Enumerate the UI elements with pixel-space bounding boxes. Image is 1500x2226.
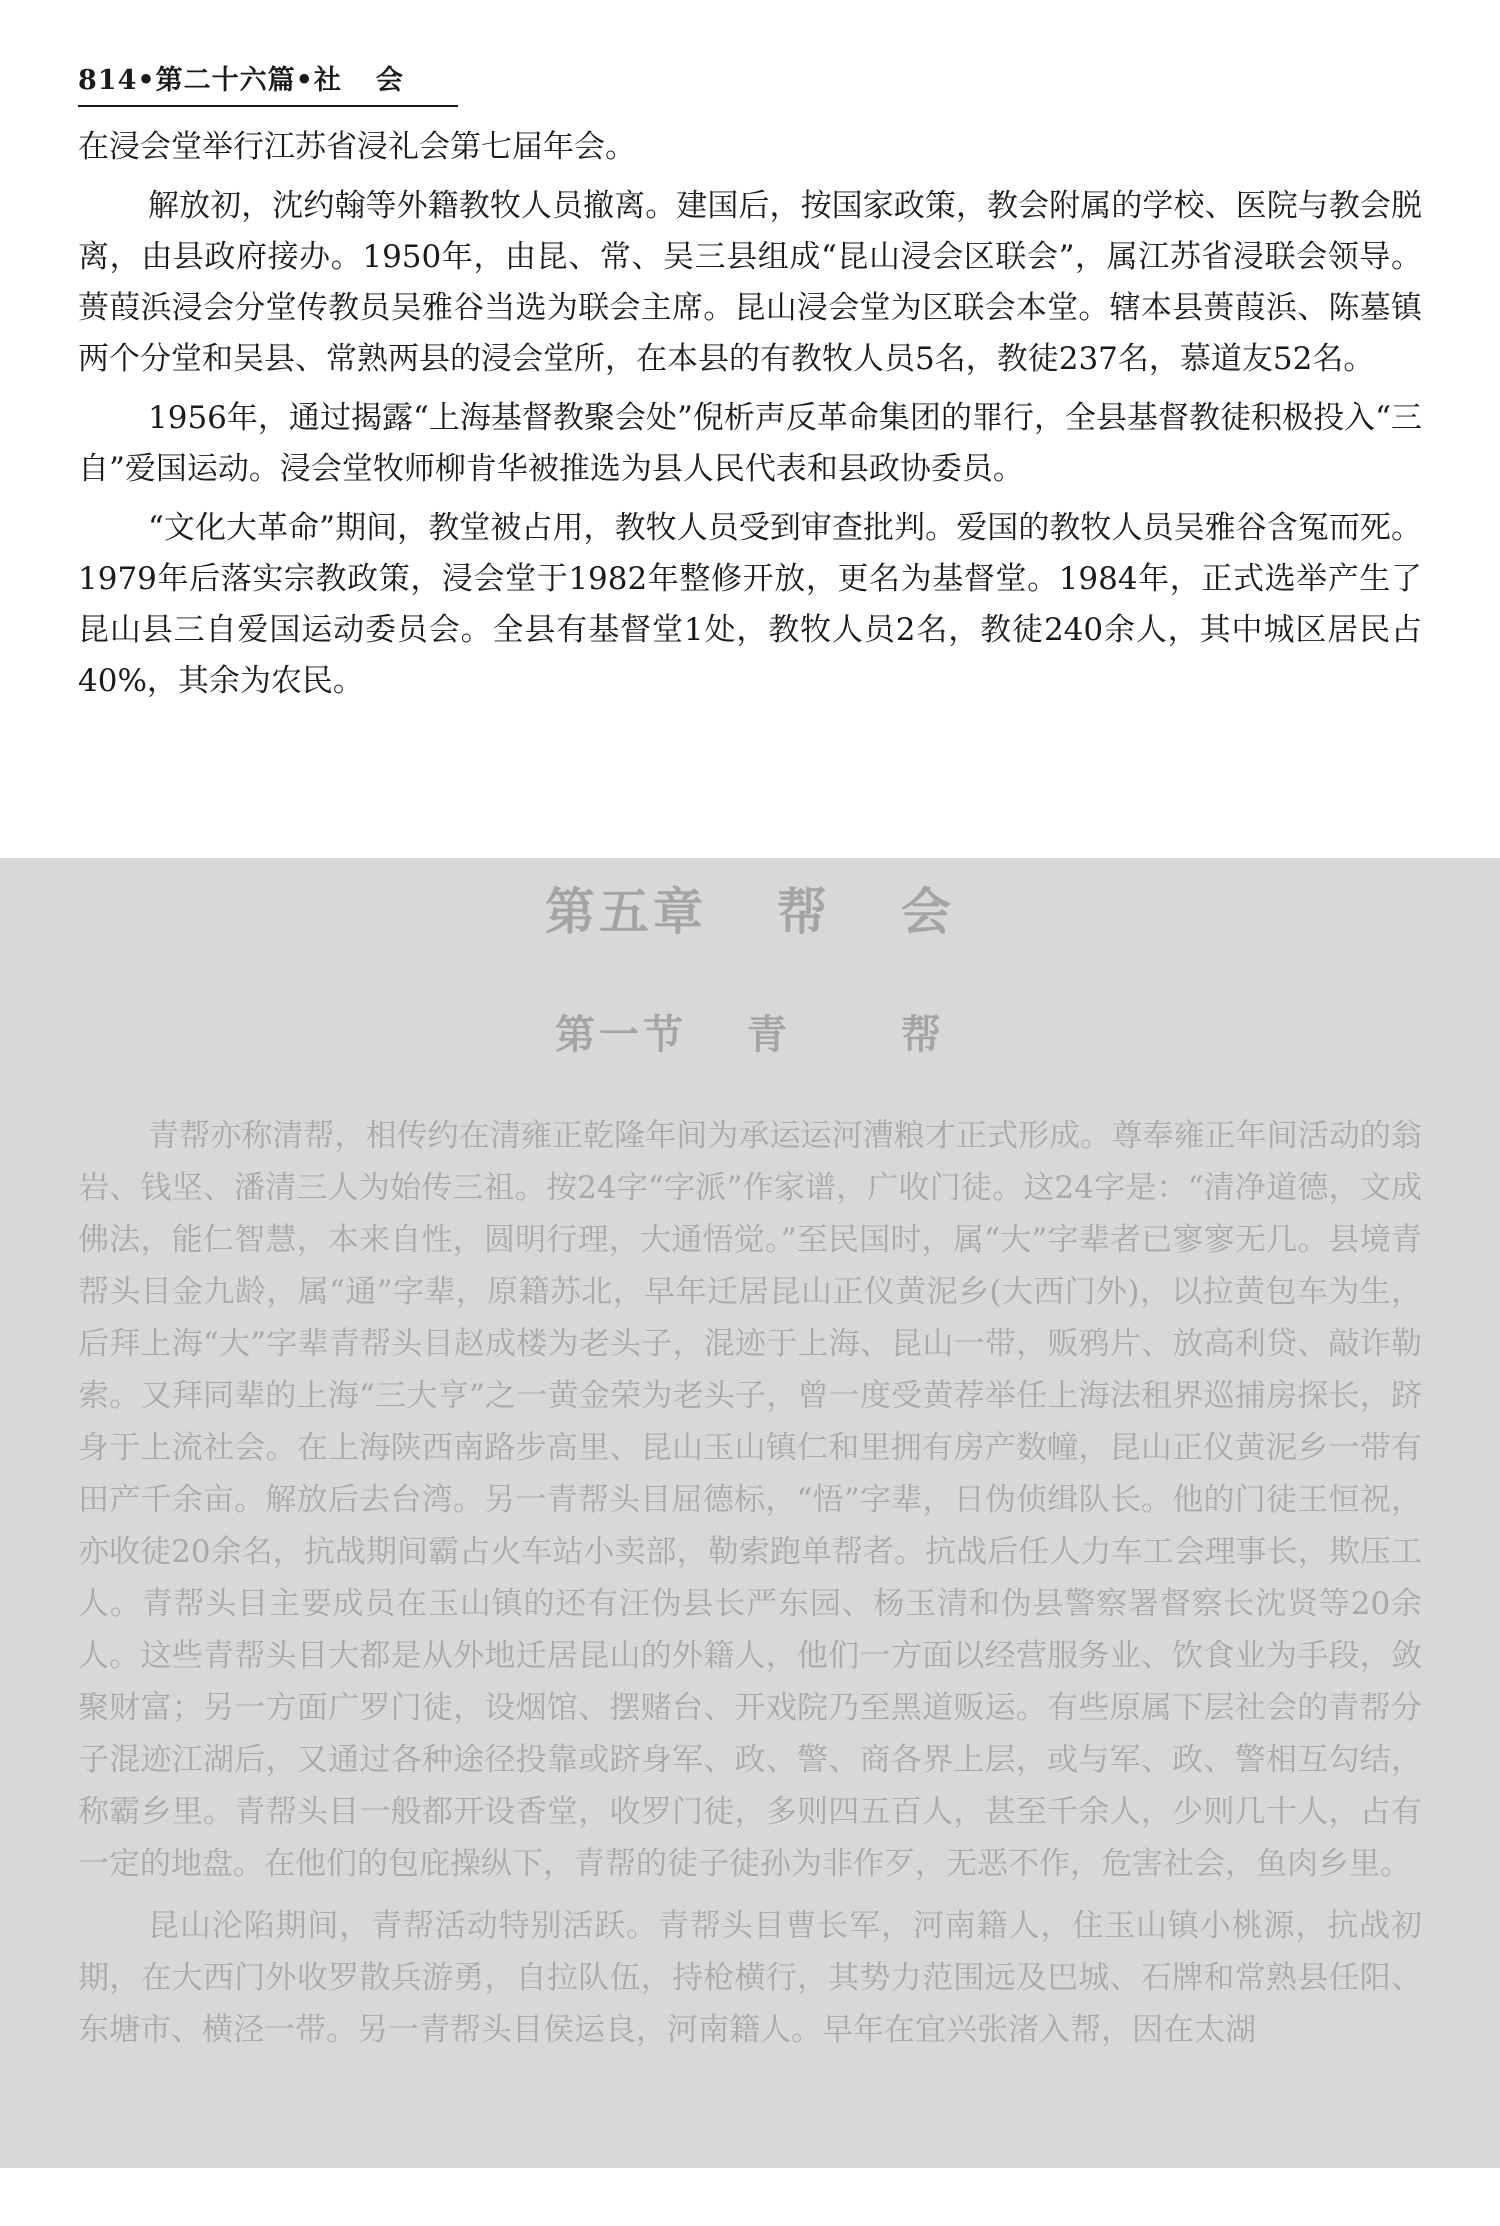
section-number: 第一节 <box>555 1012 687 1058</box>
paragraph: 解放初，沈约翰等外籍教牧人员撤离。建国后，按国家政策，教会附属的学校、医院与教会脱离，由县政府接办。1950年，由昆、常、吴三县组成“昆山浸会区联会”，属江苏省浸联会领导。蒉葭浜浸会分堂传教员吴雅谷当选为联会主席。昆山浸会堂为区联会本堂。辖本县蒉葭浜、陈墓镇两个分堂和吴县、常熟两县的浸会堂所，在本县的有教牧人员5名，教徒237名，慕道友52名。 <box>78 188 1422 377</box>
chapter-title-char-1: 帮 <box>777 883 831 941</box>
section-title-char-1: 青 <box>747 1012 791 1058</box>
paragraph: “文化大革命”期间，教堂被占用，教牧人员受到审查批判。爱国的教牧人员吴雅谷含冤而死。1979年后落实宗教政策，浸会堂于1982年整修开放，更名为基督堂。1984年，正式选举产生了昆山县三自爱国运动委员会。全县有基督堂1处，教牧人员2名，教徒240余人，其中城区居民占40%，其余为农民。 <box>78 510 1422 699</box>
top-text-block <box>78 122 1422 715</box>
part-label: 第二十六篇 <box>155 65 296 96</box>
paragraph: 1956年，通过揭露“上海基督教聚会处”倪析声反革命集团的罪行，全县基督教徒积极投入“三自”爱国运动。浸会堂牧师柳肯华被推选为县人民代表和县政协委员。 <box>78 400 1422 487</box>
page-number: 814 <box>78 65 138 96</box>
topic-label-2: 会 <box>375 65 404 96</box>
chapter-title-char-2: 会 <box>901 883 955 941</box>
paragraph: 在浸会堂举行江苏省浸礼会第七届年会。 <box>78 129 636 165</box>
paragraph: 昆山沦陷期间，青帮活动特别活跃。青帮头目曹长军，河南籍人，住玉山镇小桃源，抗战初期，在大西门外收罗散兵游勇，自拉队伍，持枪横行，其势力范围远及巴城、石牌和常熟县任阳、东塘市、横泾一带。另一青帮头目侯运良，河南籍人。早年在宜兴张渚入帮，因在太湖 <box>78 1908 1422 2048</box>
section-title <box>0 1003 1500 1060</box>
chapter-title <box>0 872 1500 944</box>
section-body <box>78 1110 1422 2066</box>
chapter-number: 第五章 <box>545 883 707 941</box>
topic-label-1: 社 <box>313 65 342 96</box>
section-title-char-2: 帮 <box>901 1012 945 1058</box>
running-header: 814•第二十六篇•社 会 <box>78 58 458 107</box>
paragraph: 青帮亦称清帮，相传约在清雍正乾隆年间为承运运河漕粮才正式形成。尊奉雍正年间活动的翁岩、钱坚、潘清三人为始传三祖。按24字“字派”作家谱，广收门徒。这24字是：“清净道德，文成佛法，能仁智慧，本来自性，圆明行理，大通悟觉。”至民国时，属“大”字辈者已寥寥无几。县境青帮头目金九龄，属“通”字辈，原籍苏北，早年迁居昆山正仪黄泥乡(大西门外)，以拉黄包车为生，后拜上海“大”字辈青帮头目赵成楼为老头子，混迹于上海、昆山一带，贩鸦片、放高利贷、敲诈勒索。又拜同辈的上海“三大亨”之一黄金荣为老头子，曾一度受黄荐举任上海法租界巡捕房探长，跻身于上流社会。在上海陕西南路步高里、昆山玉山镇仁和里拥有房产数幢，昆山正仪黄泥乡一带有田产千余亩。解放后去台湾。另一青帮头目屈德标，“悟”字辈，日伪侦缉队长。他的门徒王恒祝，亦收徒20余名，抗战期间霸占火车站小卖部，勒索跑单帮者。抗战后任人力车工会理事长，欺压工人。青帮头目主要成员在玉山镇的还有汪伪县长严东园、杨玉清和伪县警察署督察长沈贤等20余人。这些青帮头目大都是从外地迁居昆山的外籍人，他们一方面以经营服务业、饮食业为手段，敛聚财富；另一方面广罗门徒，设烟馆、摆赌台、开戏院乃至黑道贩运。有些原属下层社会的青帮分子混迹江湖后，又通过各种途径投靠或跻身军、政、警、商各界上层，或与军、政、警相互勾结，称霸乡里。青帮头目一般都开设香堂，收罗门徒，多则四五百人，甚至千余人，少则几十人，占有一定的地盘。在他们的包庇操纵下，青帮的徒子徒孙为非作歹，无恶不作，危害社会，鱼肉乡里。 <box>78 1118 1422 1882</box>
